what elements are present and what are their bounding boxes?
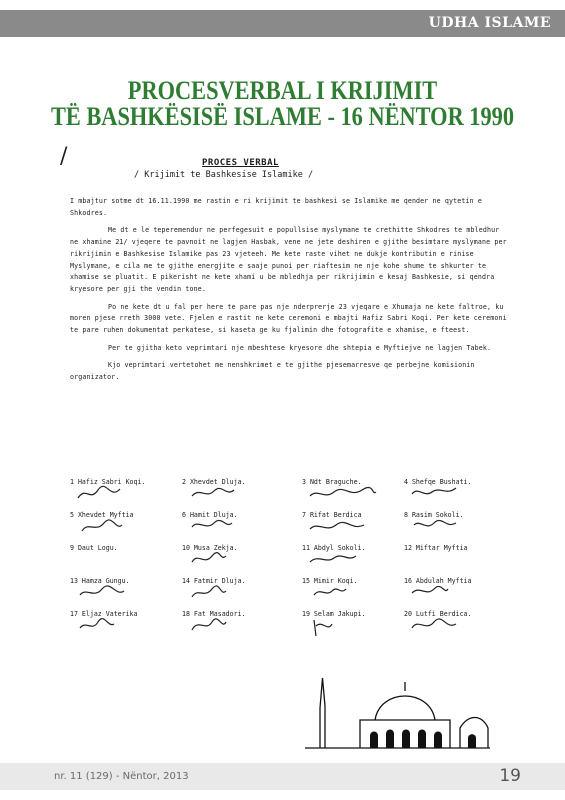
handwritten-signature xyxy=(410,484,460,502)
signatory: 13 Hamza Gungu. xyxy=(70,577,182,610)
page-footer xyxy=(0,763,565,790)
signatory: 7 Rifat Berdica xyxy=(302,511,404,544)
handwritten-signature xyxy=(308,484,378,502)
handwritten-signature xyxy=(188,517,238,535)
signatory: 17 Eljaz Vaterika xyxy=(70,610,182,643)
top-banner xyxy=(0,10,565,37)
signatory: 10 Musa Zekja. xyxy=(182,544,302,577)
signatory: 20 Lutfi Berdica. xyxy=(404,610,514,643)
handwritten-signature xyxy=(410,517,460,535)
handwritten-signature xyxy=(410,616,460,634)
page-number: 19 xyxy=(499,766,521,786)
page-title xyxy=(40,78,526,130)
document-heading: PROCES VERBAL xyxy=(202,158,279,168)
handwritten-signature xyxy=(188,583,228,601)
paragraph: Me dt e le teperemendur ne perfegesuit e popullsise myslymane te crethitte Shkodres te mbledhur ne xhamine 21/ vjeqere te pavnoit ne lagjen Hasbak, vene ne jete deshiren e gjithe besimtare myslymane per rikrijimin e Bashkesise Islamike pas 23 vjeteeh. Me kete raste vihet ne dukje kontributin e rinise Myslymane, e cila me te gjithe energjite e saaje punoi per riaftesim ne nje kohe shume te shkurter te xhamise se pluatit. E pikerisht ne kete xhami u be mbledhja per rikrijimin e kesaj Bashkesie, si qendra kryesore per gji the vendin tone. xyxy=(70,226,507,293)
handwritten-signature xyxy=(308,517,368,535)
signatory: 15 Mimir Koqi. xyxy=(302,577,404,610)
handwritten-signature xyxy=(188,484,238,502)
signatory: 8 Rasim Sokoli. xyxy=(404,511,514,544)
signatory: 3 Ndt Braguche. xyxy=(302,478,404,511)
issue-info: nr. 11 (129) - Nëntor, 2013 xyxy=(54,771,189,782)
handwritten-signature xyxy=(76,484,126,502)
signatory: 12 Miftar Myftia xyxy=(404,544,468,552)
handwritten-signature xyxy=(188,550,228,568)
handwritten-signature xyxy=(308,583,348,601)
handwritten-signature xyxy=(410,583,450,601)
handwritten-signature xyxy=(308,616,338,640)
signatory: 9 Daut Logu. xyxy=(70,544,118,552)
signatory: 14 Fatmir Dluja. xyxy=(182,577,302,610)
signatory: 1 Hafiz Sabri Koqi. xyxy=(70,478,182,511)
handwritten-signature xyxy=(76,616,116,634)
signatory: 16 Abdulah Myftia xyxy=(404,577,514,610)
handwritten-signature xyxy=(76,583,126,601)
scanned-document xyxy=(52,144,522,758)
document-body xyxy=(70,196,510,390)
signatory: 11 Abdyl Sokoli. xyxy=(302,544,404,577)
signatory: 18 Fat Masadori. xyxy=(182,610,302,643)
pen-mark-icon: / xyxy=(60,144,68,169)
document-subheading: / Krijimit te Bashkesise Islamike / xyxy=(134,170,314,180)
handwritten-signature xyxy=(76,517,126,535)
signatories-list xyxy=(70,478,520,643)
signatory: 2 Xhevdet Dluja. xyxy=(182,478,302,511)
title-line-1: PROCESVERBAL I KRIJIMIT xyxy=(127,76,438,105)
signatory: 6 Hamit Dluja. xyxy=(182,511,302,544)
paragraph: Kjo veprimtari vertetohet me nenshkrimet e te gjithe pjesemarresve qe perbejne komisionin organizator. xyxy=(70,361,475,382)
paragraph: Per te gjitha keto veprimtari nje mbeshtese kryesore dhe shtepia e Myftiejve ne lagjen Tabek. xyxy=(108,343,492,352)
signatory: 5 Xhevdet Myftia xyxy=(70,511,182,544)
mosque-drawing-icon xyxy=(300,658,500,753)
title-line-2: TË BASHKËSISË ISLAME - 16 NËNTOR 1990 xyxy=(50,102,515,131)
paragraph: I mbajtur sotme dt 16.11.1990 me rastin e ri krijimit te bashkesi se Islamike me qender ne qytetin e Shkodres. xyxy=(70,197,482,217)
magazine-name: UDHA ISLAME xyxy=(428,15,551,31)
signatory: 4 Shefqe Bushati. xyxy=(404,478,514,511)
handwritten-signature xyxy=(308,550,358,568)
handwritten-signature xyxy=(188,616,228,634)
signatory: 19 Selam Jakupi. xyxy=(302,610,404,643)
paragraph: Po ne kete dt u fal per here te pare pas nje nderprerje 23 vjeqare e Xhumaja ne kete faltroe, ku moren pjese rreth 3000 vete. Fjelen e rastit ne kete ceremoni e mbajti Hafiz Sabri Koqi. Per kete ceremoni te pare ruhen dokumentat perkatese, si kaseta ge ku fjalimin dhe fotografite e xhamise, e fteest. xyxy=(70,302,507,335)
